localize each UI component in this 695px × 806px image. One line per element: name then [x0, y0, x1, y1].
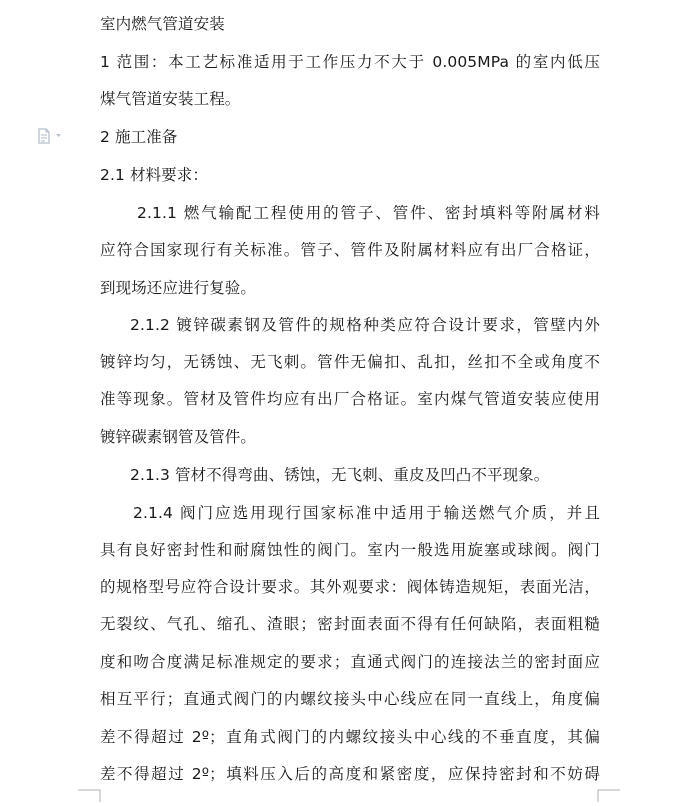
clause-2-1-4-line-8: 差不得超过 2º；填料压入后的高度和紧密度，应保持密封和不妨碍 [100, 765, 600, 783]
clause-2-1-4-line-3: 的规格型号应符合设计要求。其外观要求：阀体铸造规矩，表面光洁， [100, 578, 600, 596]
clause-2-1-1-line-3: 到现场还应进行复验。 [100, 279, 257, 297]
document-options-icon[interactable] [37, 128, 63, 144]
section-1-scope-line-1: 1 范围：本工艺标准适用于工作压力不大于 0.005MPa 的室内低压 [100, 53, 600, 71]
margin-corner-left-icon [78, 786, 102, 802]
section-2-heading: 2 施工准备 [100, 128, 178, 146]
document-title: 室内燃气管道安装 [100, 15, 225, 33]
clause-2-1-4-line-7: 差不得超过 2º；直角式阀门的内螺纹接头中心线的不垂直度，其偏 [100, 728, 600, 746]
clause-2-1-2-line-1: 2.1.2 镀锌碳素钢及管件的规格种类应符合设计要求，管壁内外 [130, 316, 600, 334]
clause-2-1-4-line-5: 度和吻合度满足标准规定的要求；直通式阀门的连接法兰的密封面应 [100, 653, 600, 671]
margin-corner-right-icon [596, 786, 620, 802]
clause-2-1-1-line-2: 应符合国家现行有关标准。管子、管件及附属材料应有出厂合格证， [100, 241, 600, 259]
section-1-scope-line-2: 煤气管道安装工程。 [100, 90, 241, 108]
clause-2-1-3-line-1: 2.1.3 管材不得弯曲、锈蚀，无飞刺、重皮及凹凸不平现象。 [130, 466, 550, 484]
clause-2-1-4-line-6: 相互平行；直通式阀门的内螺纹接头中心线应在同一直线上，角度偏 [100, 690, 600, 708]
clause-2-1-4-line-4: 无裂纹、气孔、缩孔、渣眼；密封面表面不得有任何缺陷，表面粗糙 [100, 615, 600, 633]
clause-2-1-2-line-4: 镀锌碳素钢管及管件。 [100, 428, 257, 446]
clause-2-1-4-line-2: 具有良好密封性和耐腐蚀性的阀门。室内一般选用旋塞或球阀。阀门 [100, 541, 600, 559]
clause-2-1-1-line-1: 2.1.1 燃气输配工程使用的管子、管件、密封填料等附属材料 [137, 204, 600, 222]
section-2-1-heading: 2.1 材料要求： [100, 166, 208, 184]
clause-2-1-2-line-3: 准等现象。管材及管件均应有出厂合格证。室内煤气管道安装应使用 [100, 390, 600, 408]
clause-2-1-4-line-1: 2.1.4 阀门应选用现行国家标准中适用于输送燃气介质，并且 [133, 504, 600, 522]
clause-2-1-2-line-2: 镀锌均匀，无锈蚀、无飞刺。管件无偏扣、乱扣，丝扣不全或角度不 [100, 353, 600, 371]
